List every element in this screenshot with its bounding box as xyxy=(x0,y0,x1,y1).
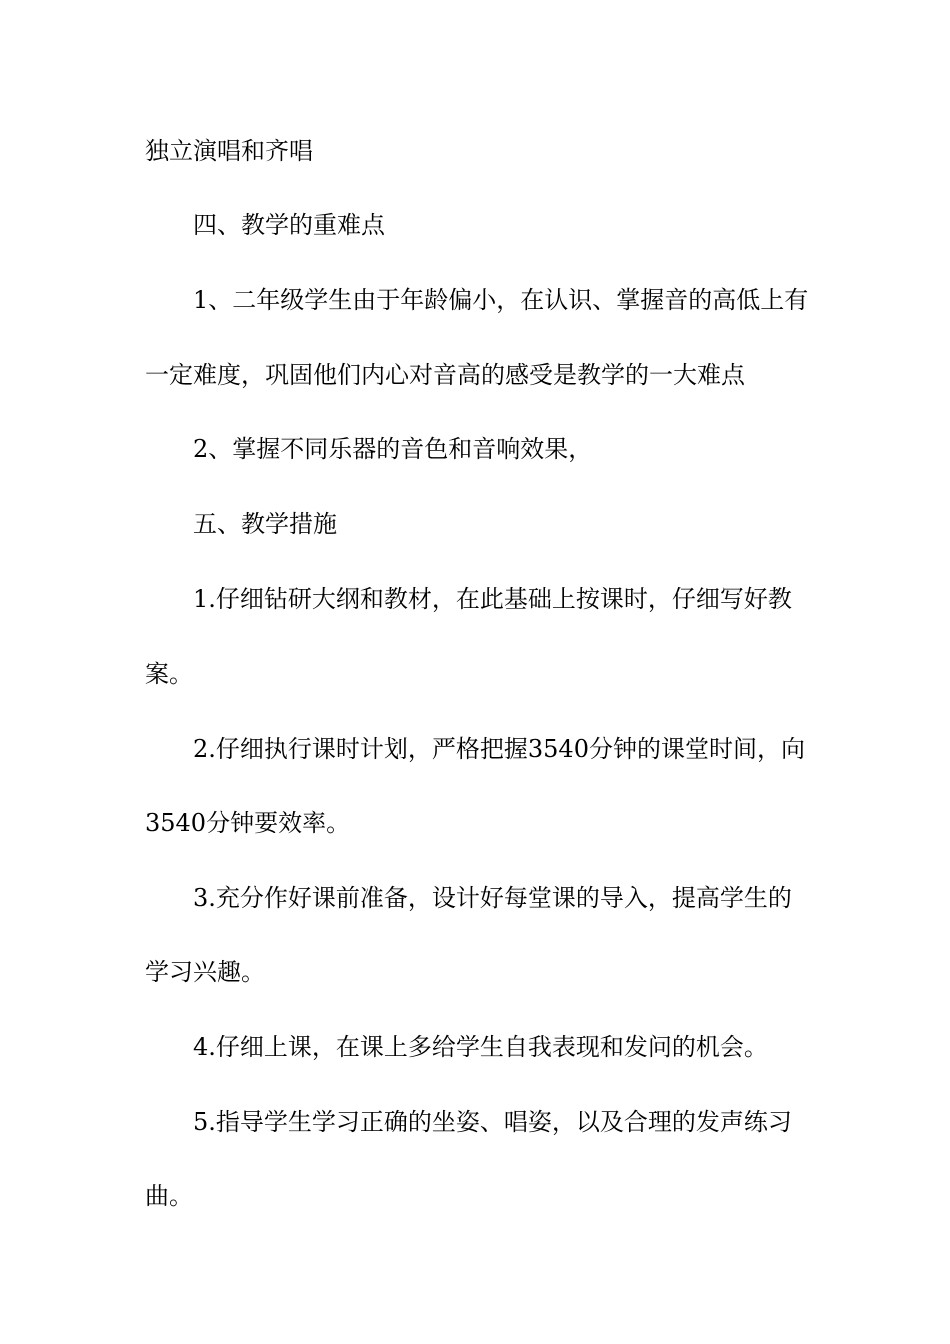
text-line: 3.充分作好课前准备，设计好每堂课的导入，提高学生的 xyxy=(193,884,792,912)
text-line: 2.仔细执行课时计划，严格把握3540分钟的课堂时间，向 xyxy=(193,735,805,763)
text-line: 1、二年级学生由于年龄偏小，在认识、掌握音的高低上有 xyxy=(193,286,809,314)
section-heading: 五、教学措施 xyxy=(193,510,337,538)
text-line: 独立演唱和齐唱 xyxy=(145,137,313,165)
text-line: 3540分钟要效率。 xyxy=(145,809,351,837)
text-line: 一定难度，巩固他们内心对音高的感受是教学的一大难点 xyxy=(145,361,745,389)
text-line: 5.指导学生学习正确的坐姿、唱姿，以及合理的发声练习 xyxy=(193,1108,792,1136)
text-line: 案。 xyxy=(145,660,193,688)
text-line: 2、掌握不同乐器的音色和音响效果， xyxy=(193,435,593,463)
text-line: 4.仔细上课，在课上多给学生自我表现和发问的机会。 xyxy=(193,1033,768,1061)
section-heading: 四、教学的重难点 xyxy=(193,211,385,239)
text-line: 学习兴趣。 xyxy=(145,958,265,986)
text-line: 1.仔细钻研大纲和教材，在此基础上按课时，仔细写好教 xyxy=(193,585,792,613)
text-line: 曲。 xyxy=(145,1182,193,1210)
